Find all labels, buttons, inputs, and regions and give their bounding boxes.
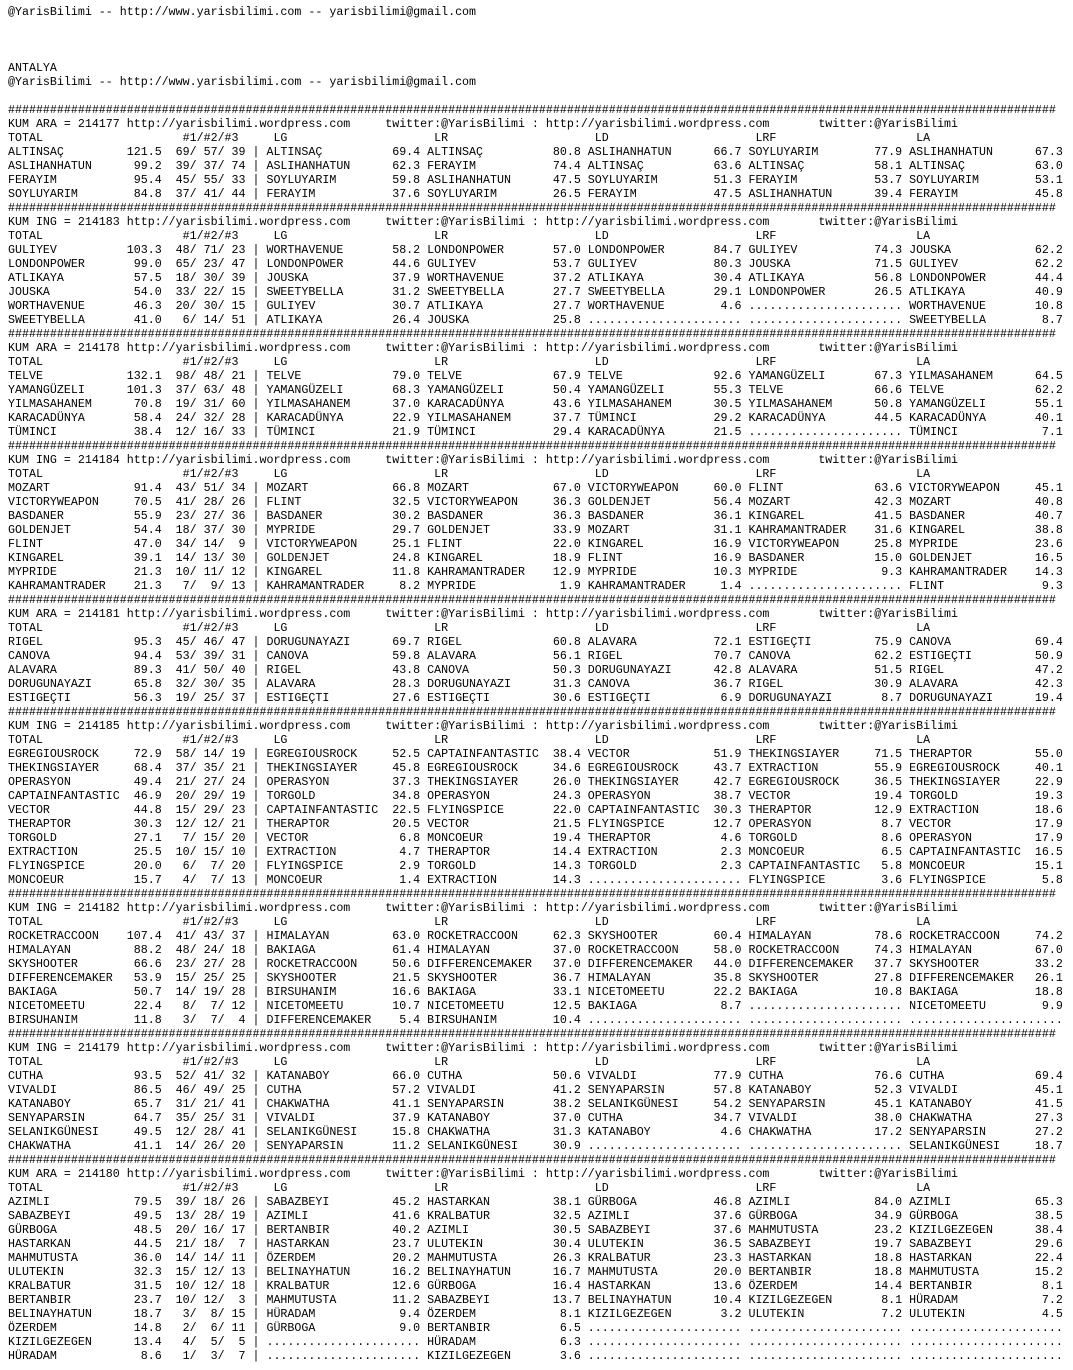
results-document	[8, 6, 1063, 1364]
race-title-line: KUM ING = 214184 http://yarisbilimi.wordpress.com twitter:@YarisBilimi : http://yarisbilimi.wordpress.com twitter:@YarisBilimi	[8, 454, 959, 467]
race-title-line: KUM ING = 214183 http://yarisbilimi.wordpress.com twitter:@YarisBilimi : http://yarisbilimi.wordpress.com twitter:@YarisBilimi	[8, 216, 959, 229]
race-title-line: KUM ING = 214179 http://yarisbilimi.wordpress.com twitter:@YarisBilimi : http://yarisbilimi.wordpress.com twitter:@YarisBilimi	[8, 1042, 959, 1055]
separator-line: ######################################################################################################################################################	[8, 706, 1056, 719]
column-header-line: TOTAL #1/#2/#3 LG LR LD LRF LA	[8, 132, 931, 145]
table-row: BAKIAGA 50.7 14/ 19/ 28 | BIRSUHANIM 16.6 BAKIAGA 33.1 NICETOMEETU 22.2 BAKIAGA 10.8 BAKIAGA 18.8	[8, 986, 1063, 999]
race-title-line: KUM ARA = 214178 http://yarisbilimi.wordpress.com twitter:@YarisBilimi : http://yarisbilimi.wordpress.com twitter:@YarisBilimi	[8, 342, 959, 355]
blank-line	[8, 20, 1063, 34]
blank-line	[8, 90, 1063, 104]
column-header-line: TOTAL #1/#2/#3 LG LR LD LRF LA	[8, 230, 931, 243]
table-row: FERAYIM 95.4 45/ 55/ 33 | SOYLUYARIM 59.8 ASLIHANHATUN 47.5 SOYLUYARIM 51.3 FERAYIM 53.7 SOYLUYARIM 53.1	[8, 174, 1063, 187]
column-header-line: TOTAL #1/#2/#3 LG LR LD LRF LA	[8, 622, 931, 635]
table-row: EXTRACTION 25.5 10/ 15/ 10 | EXTRACTION 4.7 THERAPTOR 14.4 EXTRACTION 2.3 MONCOEUR 6.5 CAPTAINFANTASTIC 16.5	[8, 846, 1063, 859]
table-row: MOZART 91.4 43/ 51/ 34 | MOZART 66.8 MOZART 67.0 VICTORYWEAPON 60.0 FLINT 63.6 VICTORYWEAPON 45.1	[8, 482, 1063, 495]
table-row: ESTIGEÇTI 56.3 19/ 25/ 37 | ESTIGEÇTI 27.6 ESTIGEÇTI 30.6 ESTIGEÇTI 6.9 DORUGUNAYAZI 8.7 DORUGUNAYAZI 19.4	[8, 692, 1063, 705]
table-row: FLYINGSPICE 20.0 6/ 7/ 20 | FLYINGSPICE 2.9 TORGOLD 14.3 TORGOLD 2.3 CAPTAINFANTASTIC 5.8 MONCOEUR 15.1	[8, 860, 1063, 873]
table-row: HASTARKAN 44.5 21/ 18/ 7 | HASTARKAN 23.7 ULUTEKIN 30.4 ULUTEKIN 36.5 SABAZBEYI 19.7 SABAZBEYI 29.6	[8, 1238, 1063, 1251]
table-row: BELINAYHATUN 18.7 3/ 8/ 15 | HÜRADAM 9.4 ÖZERDEM 8.1 KIZILGEZEGEN 3.2 ULUTEKIN 7.2 ULUTEKIN 4.5	[8, 1308, 1063, 1321]
table-row: YILMASAHANEM 70.8 19/ 31/ 60 | YILMASAHANEM 37.0 KARACADÜNYA 43.6 YILMASAHANEM 30.5 YILMASAHANEM 50.8 YAMANGÜZELI 55.1	[8, 398, 1063, 411]
table-row: KATANABOY 65.7 31/ 21/ 41 | CHAKWATHA 41.1 SENYAPARSIN 38.2 SELANIKGÜNESI 54.2 SENYAPARSIN 45.1 KATANABOY 41.5	[8, 1098, 1063, 1111]
column-header-line: TOTAL #1/#2/#3 LG LR LD LRF LA	[8, 1182, 931, 1195]
column-header-line: TOTAL #1/#2/#3 LG LR LD LRF LA	[8, 356, 931, 369]
separator-line: ######################################################################################################################################################	[8, 594, 1056, 607]
table-row: SWEETYBELLA 41.0 6/ 14/ 51 | ATLIKAYA 26.4 JOUSKA 25.8 ...................... ...................... SWEETYBELLA 8.7	[8, 314, 1063, 327]
city-title: ANTALYA	[8, 62, 57, 75]
separator-line: ######################################################################################################################################################	[8, 440, 1056, 453]
table-row: AZIMLI 79.5 39/ 18/ 26 | SABAZBEYI 45.2 HASTARKAN 38.1 GÜRBOGA 46.8 AZIMLI 84.0 AZIMLI 65.3	[8, 1196, 1063, 1209]
table-row: RIGEL 95.3 45/ 46/ 47 | DORUGUNAYAZI 69.7 RIGEL 60.8 ALAVARA 72.1 ESTIGEÇTI 75.9 CANOVA 69.4	[8, 636, 1063, 649]
table-row: JOUSKA 54.0 33/ 22/ 15 | SWEETYBELLA 31.2 SWEETYBELLA 27.7 SWEETYBELLA 29.1 LONDONPOWER 26.5 ATLIKAYA 40.9	[8, 286, 1063, 299]
table-row: CHAKWATHA 41.1 14/ 26/ 20 | SENYAPARSIN 11.2 SELANIKGÜNESI 30.9 ...................... ...................... SELANIKGÜNESI 18.7	[8, 1140, 1063, 1153]
table-row: ALAVARA 89.3 41/ 50/ 40 | RIGEL 43.8 CANOVA 50.3 DORUGUNAYAZI 42.8 ALAVARA 51.5 RIGEL 47.2	[8, 664, 1063, 677]
table-row: ULUTEKIN 32.3 15/ 12/ 13 | BELINAYHATUN 16.2 BELINAYHATUN 16.7 MAHMUTUSTA 20.0 BERTANBIR 18.8 MAHMUTUSTA 15.2	[8, 1266, 1063, 1279]
table-row: BIRSUHANIM 11.8 3/ 7/ 4 | DIFFERENCEMAKER 5.4 BIRSUHANIM 10.4 ...................... ...................... ......................	[8, 1014, 1063, 1027]
table-row: CANOVA 94.4 53/ 39/ 31 | CANOVA 59.8 ALAVARA 56.1 RIGEL 70.7 CANOVA 62.2 ESTIGEÇTI 50.9	[8, 650, 1063, 663]
table-row: FLINT 47.0 34/ 14/ 9 | VICTORYWEAPON 25.1 FLINT 22.0 KINGAREL 16.9 VICTORYWEAPON 25.8 MYPRIDE 23.6	[8, 538, 1063, 551]
table-row: ATLIKAYA 57.5 18/ 30/ 39 | JOUSKA 37.9 WORTHAVENUE 37.2 ATLIKAYA 30.4 ATLIKAYA 56.8 LONDONPOWER 44.4	[8, 272, 1063, 285]
table-row: TELVE 132.1 98/ 48/ 21 | TELVE 79.0 TELVE 67.9 TELVE 92.6 YAMANGÜZELI 67.3 YILMASAHANEM 64.5	[8, 370, 1063, 383]
table-row: THEKINGSIAYER 68.4 37/ 35/ 21 | THEKINGSIAYER 45.8 EGREGIOUSROCK 34.6 EGREGIOUSROCK 43.7 EXTRACTION 55.9 EGREGIOUSROCK 40.1	[8, 762, 1063, 775]
column-header-line: TOTAL #1/#2/#3 LG LR LD LRF LA	[8, 734, 931, 747]
table-row: MONCOEUR 15.7 4/ 7/ 13 | MONCOEUR 1.4 EXTRACTION 14.3 ...................... FLYINGSPICE 3.6 FLYINGSPICE 5.8	[8, 874, 1063, 887]
table-row: SELANIKGÜNESI 49.5 12/ 28/ 41 | SELANIKGÜNESI 15.8 CHAKWATHA 31.3 KATANABOY 4.6 CHAKWATHA 17.2 SENYAPARSIN 27.2	[8, 1126, 1063, 1139]
race-title-line: KUM ARA = 214181 http://yarisbilimi.wordpress.com twitter:@YarisBilimi : http://yarisbilimi.wordpress.com twitter:@YarisBilimi	[8, 608, 959, 621]
separator-line: ######################################################################################################################################################	[8, 888, 1056, 901]
blank-line	[8, 34, 1063, 48]
table-row: MYPRIDE 21.3 10/ 11/ 12 | KINGAREL 11.8 KAHRAMANTRADER 12.9 MYPRIDE 10.3 MYPRIDE 9.3 KAHRAMANTRADER 14.3	[8, 566, 1063, 579]
race-title-line: KUM ARA = 214180 http://yarisbilimi.wordpress.com twitter:@YarisBilimi : http://yarisbilimi.wordpress.com twitter:@YarisBilimi	[8, 1168, 959, 1181]
table-row: KARACADÜNYA 58.4 24/ 32/ 28 | KARACADÜNYA 22.9 YILMASAHANEM 37.7 TÜMINCI 29.2 KARACADÜNYA 44.5 KARACADÜNYA 40.1	[8, 412, 1063, 425]
separator-line: ######################################################################################################################################################	[8, 1154, 1056, 1167]
table-row: BASDANER 55.9 23/ 27/ 36 | BASDANER 30.2 BASDANER 36.3 BASDANER 36.1 KINGAREL 41.5 BASDANER 40.7	[8, 510, 1063, 523]
table-row: CUTHA 93.5 52/ 41/ 32 | KATANABOY 66.0 CUTHA 50.6 VIVALDI 77.9 CUTHA 76.6 CUTHA 69.4	[8, 1070, 1063, 1083]
table-row: SOYLUYARIM 84.8 37/ 41/ 44 | FERAYIM 37.6 SOYLUYARIM 26.5 FERAYIM 47.5 ASLIHANHATUN 39.4 FERAYIM 45.8	[8, 188, 1063, 201]
column-header-line: TOTAL #1/#2/#3 LG LR LD LRF LA	[8, 1056, 931, 1069]
table-row: KRALBATUR 31.5 10/ 12/ 18 | KRALBATUR 12.6 GÜRBOGA 16.4 HASTARKAN 13.6 ÖZERDEM 14.4 BERTANBIR 8.1	[8, 1280, 1063, 1293]
table-row: ASLIHANHATUN 99.2 39/ 37/ 74 | ASLIHANHATUN 62.3 FERAYIM 74.4 ALTINSAÇ 63.6 ALTINSAÇ 58.1 ALTINSAÇ 63.0	[8, 160, 1063, 173]
table-row: NICETOMEETU 22.4 8/ 7/ 12 | NICETOMEETU 10.7 NICETOMEETU 12.5 BAKIAGA 8.7 ...................... NICETOMEETU 9.9	[8, 1000, 1063, 1013]
table-row: SABAZBEYI 49.5 13/ 28/ 19 | AZIMLI 41.6 KRALBATUR 32.5 AZIMLI 37.6 GÜRBOGA 34.9 GÜRBOGA 38.5	[8, 1210, 1063, 1223]
table-row: VICTORYWEAPON 70.5 41/ 28/ 26 | FLINT 32.5 VICTORYWEAPON 36.3 GOLDENJET 56.4 MOZART 42.3 MOZART 40.8	[8, 496, 1063, 509]
table-row: HÜRADAM 8.6 1/ 3/ 7 | ...................... KIZILGEZEGEN 3.6 ...................... ...................... ......................	[8, 1350, 1063, 1363]
table-row: OPERASYON 49.4 21/ 27/ 24 | OPERASYON 37.3 THEKINGSIAYER 26.0 THEKINGSIAYER 42.7 EGREGIOUSROCK 36.5 THEKINGSIAYER 22.9	[8, 776, 1063, 789]
contact-line-2: @YarisBilimi -- http://www.yarisbilimi.com -- yarisbilimi@gmail.com	[8, 76, 477, 89]
race-title-line: KUM ARA = 214177 http://yarisbilimi.wordpress.com twitter:@YarisBilimi : http://yarisbilimi.wordpress.com twitter:@YarisBilimi	[8, 118, 959, 131]
table-row: SENYAPARSIN 64.7 35/ 25/ 31 | VIVALDI 37.9 KATANABOY 37.0 CUTHA 34.7 VIVALDI 38.0 CHAKWATHA 27.3	[8, 1112, 1063, 1125]
table-row: TORGOLD 27.1 7/ 15/ 20 | VECTOR 6.8 MONCOEUR 19.4 THERAPTOR 4.6 TORGOLD 8.6 OPERASYON 17.9	[8, 832, 1063, 845]
separator-line: ######################################################################################################################################################	[8, 328, 1056, 341]
table-row: TÜMINCI 38.4 12/ 16/ 33 | TÜMINCI 21.9 TÜMINCI 29.4 KARACADÜNYA 21.5 ...................... TÜMINCI 7.1	[8, 426, 1063, 439]
table-row: VECTOR 44.8 15/ 29/ 23 | CAPTAINFANTASTIC 22.5 FLYINGSPICE 22.0 CAPTAINFANTASTIC 30.3 THERAPTOR 12.9 EXTRACTION 18.6	[8, 804, 1063, 817]
table-row: DIFFERENCEMAKER 53.9 15/ 25/ 25 | SKYSHOOTER 21.5 SKYSHOOTER 36.7 HIMALAYAN 35.8 SKYSHOOTER 27.8 DIFFERENCEMAKER 26.1	[8, 972, 1063, 985]
table-row: ÖZERDEM 14.8 2/ 6/ 11 | GÜRBOGA 9.0 BERTANBIR 6.5 ...................... ...................... ......................	[8, 1322, 1063, 1335]
separator-line: ######################################################################################################################################################	[8, 104, 1056, 117]
table-row: CAPTAINFANTASTIC 46.9 20/ 29/ 19 | TORGOLD 34.8 OPERASYON 24.3 OPERASYON 38.7 VECTOR 19.4 TORGOLD 19.3	[8, 790, 1063, 803]
table-row: ALTINSAÇ 121.5 69/ 57/ 39 | ALTINSAÇ 69.4 ALTINSAÇ 80.8 ASLIHANHATUN 66.7 SOYLUYARIM 77.9 ASLIHANHATUN 67.3	[8, 146, 1063, 159]
separator-line: ######################################################################################################################################################	[8, 202, 1056, 215]
table-row: WORTHAVENUE 46.3 20/ 30/ 15 | GULIYEV 30.7 ATLIKAYA 27.7 WORTHAVENUE 4.6 ...................... WORTHAVENUE 10.8	[8, 300, 1063, 313]
table-row: GÜRBOGA 48.5 20/ 16/ 17 | BERTANBIR 40.2 AZIMLI 30.5 SABAZBEYI 37.6 MAHMUTUSTA 23.2 KIZILGEZEGEN 38.4	[8, 1224, 1063, 1237]
table-row: MAHMUTUSTA 36.0 14/ 14/ 11 | ÖZERDEM 20.2 MAHMUTUSTA 26.3 KRALBATUR 23.3 HASTARKAN 18.8 HASTARKAN 22.4	[8, 1252, 1063, 1265]
race-title-line: KUM ING = 214182 http://yarisbilimi.wordpress.com twitter:@YarisBilimi : http://yarisbilimi.wordpress.com twitter:@YarisBilimi	[8, 902, 959, 915]
table-row: THERAPTOR 30.3 12/ 12/ 21 | THERAPTOR 20.5 VECTOR 21.5 FLYINGSPICE 12.7 OPERASYON 8.7 VECTOR 17.9	[8, 818, 1063, 831]
table-row: GULIYEV 103.3 48/ 71/ 23 | WORTHAVENUE 58.2 LONDONPOWER 57.0 LONDONPOWER 84.7 GULIYEV 74.3 JOUSKA 62.2	[8, 244, 1063, 257]
column-header-line: TOTAL #1/#2/#3 LG LR LD LRF LA	[8, 468, 931, 481]
table-row: YAMANGÜZELI 101.3 37/ 63/ 48 | YAMANGÜZELI 68.3 YAMANGÜZELI 50.4 YAMANGÜZELI 55.3 TELVE 66.6 TELVE 62.2	[8, 384, 1063, 397]
table-row: SKYSHOOTER 66.6 23/ 27/ 28 | ROCKETRACCOON 50.6 DIFFERENCEMAKER 37.0 DIFFERENCEMAKER 44.0 DIFFERENCEMAKER 37.7 SKYSHOOTER 33.2	[8, 958, 1063, 971]
table-row: KINGAREL 39.1 14/ 13/ 30 | GOLDENJET 24.8 KINGAREL 18.9 FLINT 16.9 BASDANER 15.0 GOLDENJET 16.5	[8, 552, 1063, 565]
table-row: BERTANBIR 23.7 10/ 12/ 3 | MAHMUTUSTA 11.2 SABAZBEYI 13.7 BELINAYHATUN 10.4 KIZILGEZEGEN 8.1 HÜRADAM 7.2	[8, 1294, 1063, 1307]
table-row: LONDONPOWER 99.0 65/ 23/ 47 | LONDONPOWER 44.6 GULIYEV 53.7 GULIYEV 80.3 JOUSKA 71.5 GULIYEV 62.2	[8, 258, 1063, 271]
table-row: ROCKETRACCOON 107.4 41/ 43/ 37 | HIMALAYAN 63.0 ROCKETRACCOON 62.3 SKYSHOOTER 60.4 HIMALAYAN 78.6 ROCKETRACCOON 74.2	[8, 930, 1063, 943]
table-row: HIMALAYAN 88.2 48/ 24/ 18 | BAKIAGA 61.4 HIMALAYAN 37.0 ROCKETRACCOON 58.0 ROCKETRACCOON 74.3 HIMALAYAN 67.0	[8, 944, 1063, 957]
table-row: DORUGUNAYAZI 65.8 32/ 30/ 35 | ALAVARA 28.3 DORUGUNAYAZI 31.3 CANOVA 36.7 RIGEL 30.9 ALAVARA 42.3	[8, 678, 1063, 691]
column-header-line: TOTAL #1/#2/#3 LG LR LD LRF LA	[8, 916, 931, 929]
race-list	[8, 104, 1063, 1364]
table-row: KIZILGEZEGEN 13.4 4/ 5/ 5 | ...................... HÜRADAM 6.3 ...................... ...................... ......................	[8, 1336, 1063, 1349]
blank-line	[8, 48, 1063, 62]
table-row: EGREGIOUSROCK 72.9 58/ 14/ 19 | EGREGIOUSROCK 52.5 CAPTAINFANTASTIC 38.4 VECTOR 51.9 THEKINGSIAYER 71.5 THERAPTOR 55.0	[8, 748, 1063, 761]
contact-line: @YarisBilimi -- http://www.yarisbilimi.com -- yarisbilimi@gmail.com	[8, 6, 477, 19]
table-row: KAHRAMANTRADER 21.3 7/ 9/ 13 | KAHRAMANTRADER 8.2 MYPRIDE 1.9 KAHRAMANTRADER 1.4 ...................... FLINT 9.3	[8, 580, 1063, 593]
separator-line: ######################################################################################################################################################	[8, 1028, 1056, 1041]
table-row: VIVALDI 86.5 46/ 49/ 25 | CUTHA 57.2 VIVALDI 41.2 SENYAPARSIN 57.8 KATANABOY 52.3 VIVALDI 45.1	[8, 1084, 1063, 1097]
race-title-line: KUM ING = 214185 http://yarisbilimi.wordpress.com twitter:@YarisBilimi : http://yarisbilimi.wordpress.com twitter:@YarisBilimi	[8, 720, 959, 733]
table-row: GOLDENJET 54.4 18/ 37/ 30 | MYPRIDE 29.7 GOLDENJET 33.9 MOZART 31.1 KAHRAMANTRADER 31.6 KINGAREL 38.8	[8, 524, 1063, 537]
